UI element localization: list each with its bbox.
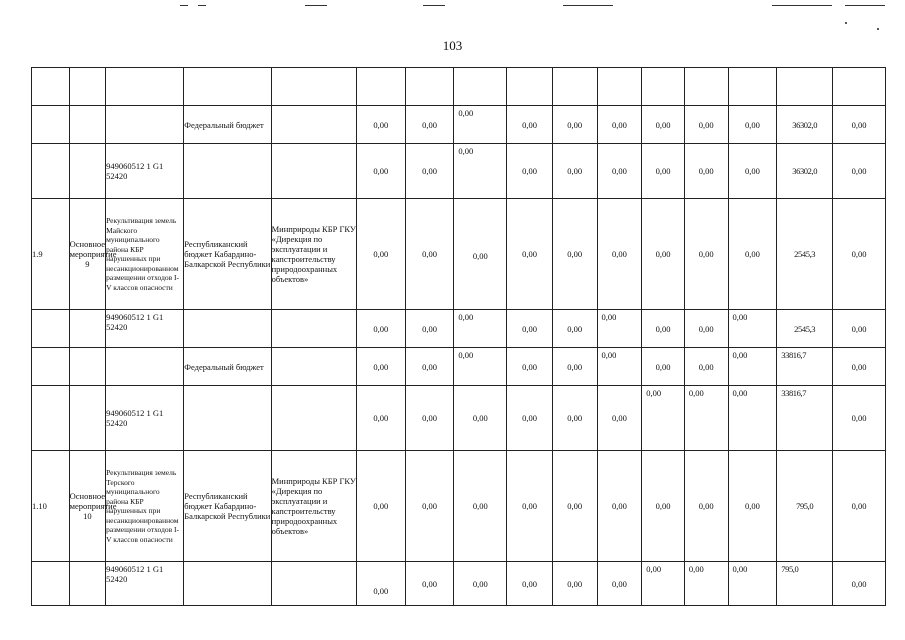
value-cell: 0,00 bbox=[356, 451, 405, 562]
value-cell: 0,00 bbox=[642, 310, 685, 348]
value-cell: 0,00 bbox=[833, 310, 886, 348]
value-cell: 0,00 bbox=[833, 348, 886, 386]
page-number: 103 bbox=[442, 38, 463, 53]
value-cell: 2545,3 bbox=[777, 310, 833, 348]
value-cell: 0,00 bbox=[356, 199, 405, 310]
scan-mark bbox=[198, 5, 206, 6]
value-cell: 0,00 bbox=[552, 144, 597, 199]
table-cell bbox=[184, 68, 271, 106]
table-cell bbox=[106, 68, 184, 106]
table-cell bbox=[356, 68, 405, 106]
value-cell: 0,00 bbox=[356, 106, 405, 144]
value-cell: 0,00 bbox=[454, 144, 507, 199]
value-cell: 0,00 bbox=[552, 310, 597, 348]
value-cell: 0,00 bbox=[405, 144, 454, 199]
row-source: Республиканский бюджет Кабардино-Балкарской Республики bbox=[184, 199, 271, 310]
value-cell: 0,00 bbox=[728, 451, 777, 562]
row-number bbox=[32, 348, 70, 386]
table-cell bbox=[271, 68, 356, 106]
row-number bbox=[32, 106, 70, 144]
budget-table-continued bbox=[31, 198, 886, 606]
value-cell: 0,00 bbox=[405, 106, 454, 144]
value-cell: 0,00 bbox=[684, 144, 728, 199]
row-kind: Основное мероприятие 10 bbox=[69, 451, 106, 562]
value-cell: 0,00 bbox=[684, 451, 728, 562]
table-row bbox=[32, 106, 886, 144]
value-cell: 0,00 bbox=[405, 562, 454, 606]
value-cell: 795,0 bbox=[777, 562, 833, 606]
scan-mark bbox=[563, 5, 613, 6]
value-cell: 0,00 bbox=[728, 386, 777, 451]
row-kind bbox=[69, 386, 106, 451]
row-kind bbox=[69, 348, 106, 386]
row-kind bbox=[69, 144, 106, 199]
table-cell bbox=[642, 68, 685, 106]
scan-mark bbox=[180, 5, 188, 6]
value-cell: 33816,7 bbox=[777, 348, 833, 386]
value-cell: 0,00 bbox=[597, 144, 642, 199]
row-source bbox=[184, 562, 271, 606]
row-executor bbox=[271, 310, 356, 348]
row-executor bbox=[271, 348, 356, 386]
row-name bbox=[106, 106, 184, 144]
value-cell: 0,00 bbox=[642, 562, 685, 606]
value-cell: 0,00 bbox=[684, 348, 728, 386]
scan-mark bbox=[423, 5, 445, 6]
value-cell: 0,00 bbox=[356, 348, 405, 386]
row-source bbox=[184, 386, 271, 451]
value-cell: 2545,3 bbox=[777, 199, 833, 310]
row-number bbox=[32, 310, 70, 348]
scan-speck bbox=[877, 28, 879, 30]
value-cell: 0,00 bbox=[507, 144, 553, 199]
value-cell: 0,00 bbox=[728, 144, 777, 199]
value-cell: 0,00 bbox=[833, 144, 886, 199]
row-number bbox=[32, 562, 70, 606]
row-source: Федеральный бюджет bbox=[184, 106, 271, 144]
value-cell: 0,00 bbox=[642, 106, 685, 144]
value-cell: 0,00 bbox=[454, 451, 507, 562]
scan-mark bbox=[845, 5, 885, 6]
row-executor bbox=[271, 562, 356, 606]
value-cell: 0,00 bbox=[552, 451, 597, 562]
value-cell: 0,00 bbox=[642, 144, 685, 199]
row-kind bbox=[69, 310, 106, 348]
value-cell: 0,00 bbox=[833, 386, 886, 451]
value-cell: 0,00 bbox=[684, 106, 728, 144]
table-row bbox=[32, 562, 886, 606]
table-cell bbox=[728, 68, 777, 106]
value-cell: 0,00 bbox=[454, 348, 507, 386]
value-cell: 0,00 bbox=[597, 562, 642, 606]
value-cell: 0,00 bbox=[642, 386, 685, 451]
value-cell: 0,00 bbox=[833, 106, 886, 144]
value-cell: 0,00 bbox=[597, 310, 642, 348]
budget-code: 949060512 1 G1 52420 bbox=[106, 562, 184, 606]
value-cell: 0,00 bbox=[356, 310, 405, 348]
value-cell: 0,00 bbox=[356, 144, 405, 199]
row-source bbox=[184, 310, 271, 348]
value-cell: 0,00 bbox=[552, 348, 597, 386]
value-cell: 0,00 bbox=[405, 451, 454, 562]
table-row bbox=[32, 451, 886, 562]
row-number bbox=[32, 386, 70, 451]
value-cell: 0,00 bbox=[405, 310, 454, 348]
budget-table bbox=[31, 67, 886, 199]
value-cell: 0,00 bbox=[728, 199, 777, 310]
table-row bbox=[32, 348, 886, 386]
row-number: 1.9 bbox=[32, 199, 70, 310]
row-kind bbox=[69, 562, 106, 606]
value-cell: 0,00 bbox=[552, 562, 597, 606]
value-cell: 33816,7 bbox=[777, 386, 833, 451]
table-cell bbox=[507, 68, 553, 106]
row-number bbox=[32, 144, 70, 199]
value-cell: 0,00 bbox=[454, 562, 507, 606]
value-cell: 0,00 bbox=[597, 106, 642, 144]
table-row bbox=[32, 144, 886, 199]
value-cell: 0,00 bbox=[405, 386, 454, 451]
value-cell: 36302,0 bbox=[777, 144, 833, 199]
row-source: Федеральный бюджет bbox=[184, 348, 271, 386]
value-cell: 0,00 bbox=[684, 562, 728, 606]
row-name bbox=[106, 348, 184, 386]
value-cell: 0,00 bbox=[552, 199, 597, 310]
value-cell: 0,00 bbox=[356, 562, 405, 606]
table-cell bbox=[405, 68, 454, 106]
budget-code: 949060512 1 G1 52420 bbox=[106, 144, 184, 199]
value-cell: 0,00 bbox=[507, 386, 553, 451]
table-row-header bbox=[32, 68, 886, 106]
row-kind: Основное мероприятие 9 bbox=[69, 199, 106, 310]
value-cell: 0,00 bbox=[405, 348, 454, 386]
table-cell bbox=[32, 68, 70, 106]
value-cell: 0,00 bbox=[507, 310, 553, 348]
value-cell: 0,00 bbox=[405, 199, 454, 310]
row-kind bbox=[69, 106, 106, 144]
row-executor bbox=[271, 144, 356, 199]
value-cell: 0,00 bbox=[507, 348, 553, 386]
budget-code: 949060512 1 G1 52420 bbox=[106, 310, 184, 348]
scan-mark bbox=[305, 5, 327, 6]
value-cell: 0,00 bbox=[454, 106, 507, 144]
row-name: Рекультивация земель Терского муниципального района КБР нарушенных при несанкционированном размещении отходов I-V классов опасности bbox=[106, 451, 184, 562]
value-cell: 0,00 bbox=[454, 199, 507, 310]
value-cell: 0,00 bbox=[833, 451, 886, 562]
value-cell: 0,00 bbox=[833, 562, 886, 606]
value-cell: 0,00 bbox=[597, 386, 642, 451]
value-cell: 0,00 bbox=[642, 451, 685, 562]
value-cell: 0,00 bbox=[642, 348, 685, 386]
value-cell: 0,00 bbox=[597, 348, 642, 386]
value-cell: 0,00 bbox=[728, 562, 777, 606]
value-cell: 0,00 bbox=[597, 451, 642, 562]
value-cell: 0,00 bbox=[833, 199, 886, 310]
value-cell: 0,00 bbox=[507, 106, 553, 144]
row-executor bbox=[271, 386, 356, 451]
row-source bbox=[184, 144, 271, 199]
value-cell: 0,00 bbox=[507, 451, 553, 562]
table-row bbox=[32, 310, 886, 348]
table-row bbox=[32, 199, 886, 310]
value-cell: 0,00 bbox=[552, 386, 597, 451]
value-cell: 0,00 bbox=[454, 310, 507, 348]
row-executor: Минприроды КБР ГКУ «Дирекция по эксплуатации и капстроительству природоохранных объектов» bbox=[271, 199, 356, 310]
value-cell: 36302,0 bbox=[777, 106, 833, 144]
value-cell: 0,00 bbox=[728, 310, 777, 348]
row-number: 1.10 bbox=[32, 451, 70, 562]
row-name: Рекультивация земель Майского муниципального района КБР нарушенных при несанкционированном размещении отходов I-V классов опасности bbox=[106, 199, 184, 310]
row-source: Республиканский бюджет Кабардино-Балкарской Республики bbox=[184, 451, 271, 562]
value-cell: 0,00 bbox=[642, 199, 685, 310]
table-cell bbox=[454, 68, 507, 106]
table-cell bbox=[69, 68, 106, 106]
value-cell: 0,00 bbox=[728, 348, 777, 386]
scan-speck bbox=[845, 22, 847, 24]
value-cell: 0,00 bbox=[684, 310, 728, 348]
value-cell: 0,00 bbox=[684, 386, 728, 451]
table-cell bbox=[777, 68, 833, 106]
value-cell: 0,00 bbox=[507, 199, 553, 310]
scan-mark bbox=[772, 5, 832, 6]
value-cell bbox=[833, 68, 886, 106]
value-cell: 0,00 bbox=[728, 106, 777, 144]
row-executor: Минприроды КБР ГКУ «Дирекция по эксплуатации и капстроительству природоохранных объектов» bbox=[271, 451, 356, 562]
value-cell: 795,0 bbox=[777, 451, 833, 562]
value-cell: 0,00 bbox=[597, 199, 642, 310]
value-cell: 0,00 bbox=[552, 106, 597, 144]
value-cell: 0,00 bbox=[684, 199, 728, 310]
budget-code: 949060512 1 G1 52420 bbox=[106, 386, 184, 451]
table-cell bbox=[684, 68, 728, 106]
value-cell: 0,00 bbox=[507, 562, 553, 606]
table-row bbox=[32, 386, 886, 451]
table-cell bbox=[597, 68, 642, 106]
table-cell bbox=[552, 68, 597, 106]
value-cell: 0,00 bbox=[454, 386, 507, 451]
value-cell: 0,00 bbox=[356, 386, 405, 451]
row-executor bbox=[271, 106, 356, 144]
